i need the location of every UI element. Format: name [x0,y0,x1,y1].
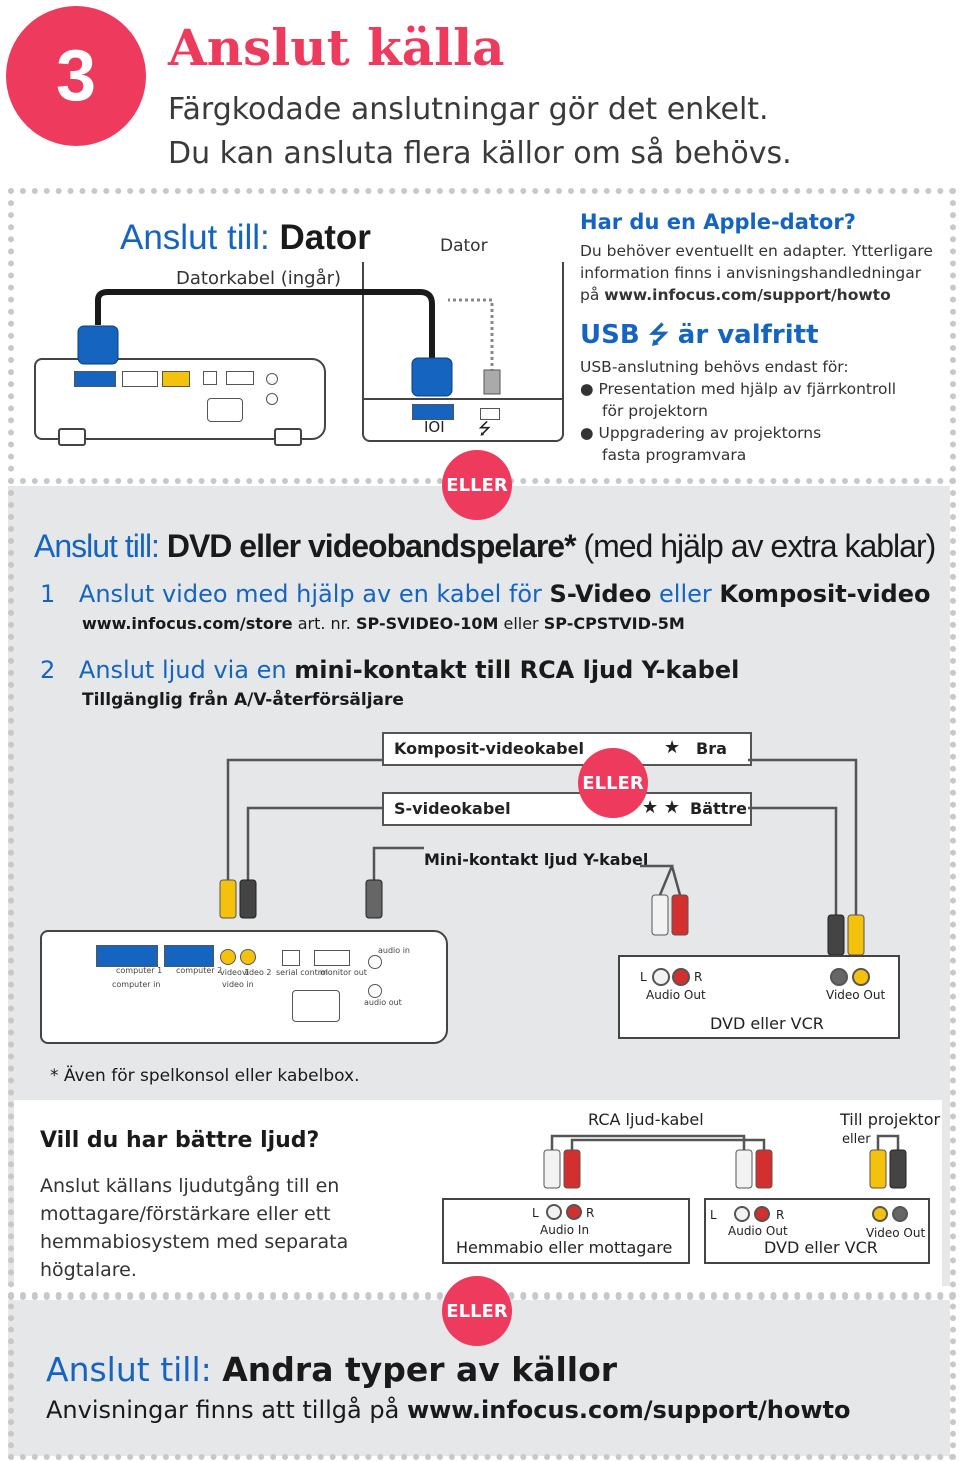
step-1-partnumbers: www.infocus.com/store art. nr. SP-SVIDEO-10M eller SP-CPSTVID-5M [82,614,685,633]
apple-url-link[interactable]: www.infocus.com/support/howto [604,286,891,304]
step-1-number: 1 [40,580,56,608]
to-projector-svideo-plug [890,1150,906,1188]
step-1-eller: eller [659,580,712,608]
vga-symbol-icon: IOI [424,418,445,436]
dvd-audio-out-label: Audio Out [646,988,706,1002]
dvd-device-label: DVD eller VCR [710,1014,824,1033]
computer-1-label: computer 1 [116,966,163,975]
subtitle-line-2: Du kan ansluta flera källor om så behövs. [168,136,792,171]
step-1-text: Anslut video med hjälp av en kabel för [78,580,542,608]
step-2-cable: mini-kontakt till RCA ljud Y-kabel [294,656,740,684]
dvd-R-label: R [694,970,703,984]
komposit-cable-label: Komposit-videokabel [394,739,584,758]
receiver-L: L [532,1206,539,1220]
dvd-heading-suffix: (med hjälp av extra kablar) [583,528,936,564]
eller-badge-1: ELLER [442,450,512,520]
step-1-svideo: S-Video [549,580,652,608]
usb-bullet-1: ● Presentation med hjälp av fjärrkontroll [580,380,897,398]
step-1-komposit: Komposit-video [719,580,931,608]
receiver-R: R [586,1206,595,1220]
usb-heading-prefix: USB [580,320,640,350]
dvd-L-label: L [640,970,647,984]
rca-cable-label: RCA ljud-kabel [588,1110,704,1129]
other-heading: Anslut till: Andra typer av källor [46,1350,618,1389]
receiver-audio-in-label: Audio In [540,1223,590,1237]
minijack-cable-label: Mini-kontakt ljud Y-kabel [424,850,649,869]
dvd2-R: R [776,1208,785,1222]
rca-white-plug-right [736,1150,752,1188]
computer-device-label: Dator [440,236,488,256]
bullet-icon: ● [580,424,594,442]
bullet-icon: ● [580,380,594,398]
dvd2-svideo-jack [892,1206,908,1222]
svideo-cable-label: S-videokabel [394,799,511,818]
star-icon: ★ ★ [642,797,680,818]
apple-text-1: Du behöver eventuellt en adapter. Ytterligare [580,242,933,260]
apple-text-3-prefix: på [580,286,600,304]
store-url-link[interactable]: www.infocus.com/store [82,614,293,633]
computer-cable-label: Datorkabel (ingår) [176,268,342,289]
to-projector-yellow-plug [870,1150,886,1188]
usb-bullet-2: ● Uppgradering av projektorns [580,424,822,442]
monitor-label: monitor out [320,968,367,977]
dvd2-white-jack [734,1206,750,1222]
computer-2-label: computer 2 [176,966,223,975]
video-in-label: video in [222,980,254,989]
svideo-rating: Bättre [690,799,748,818]
apple-heading: Har du en Apple-dator? [580,210,856,234]
to-projector-label: Till projektor [840,1110,941,1129]
howto-url-link[interactable]: www.infocus.com/support/howto [406,1396,851,1424]
video-2-label: video 2 [242,968,272,977]
apple-text-2: information finns i anvisningshandledningar [580,264,922,282]
dvd2-L: L [710,1208,717,1222]
eller-small-label: eller [842,1132,871,1147]
usb-icon: ⭍ [648,321,669,349]
computer-in-label: computer in [112,980,161,989]
eller-badge-2: ELLER [578,748,648,818]
step-2-subtext: Tillgänglig från A/V-återförsäljare [82,690,404,710]
rca-red-plug-left [564,1150,580,1188]
usb-symbol-icon: ⭍ [478,419,492,438]
page-title: Anslut källa [168,18,505,77]
step-2-number: 2 [40,656,56,684]
other-text: Anvisningar finns att tillgå på www.infocus.com/support/howto [46,1396,851,1424]
komposit-rating: Bra [696,739,727,758]
computer-heading-prefix: Anslut till: [120,218,270,257]
dvd2-yellow-jack [872,1206,888,1222]
subtitle-line-1: Färgkodade anslutningar gör det enkelt. [168,92,769,127]
dvd-video-out-label: Video Out [826,988,886,1002]
star-icon: ★ [664,737,681,758]
rca-cable [552,1136,764,1150]
rca-red-plug-right [756,1150,772,1188]
step-2: 2 Anslut ljud via en mini-kontakt till RCA ljud Y-kabel [40,656,740,684]
usb-intro: USB-anslutning behövs endast för: [580,358,849,376]
usb-bullet-1-cont: för projektorn [602,402,708,420]
rca-white-plug-left [544,1150,560,1188]
dvd2-label: DVD eller VCR [764,1238,878,1257]
audio-out-label: audio out [364,998,402,1007]
usb-heading-suffix: är valfritt [677,320,819,350]
video-1-label: video 1 [220,968,250,977]
serial-label: serial control [276,968,328,977]
computer-heading-bold: Dator [279,218,371,257]
usb-bullet-2-cont: fasta programvara [602,446,747,464]
eller-badge-3: ELLER [442,1276,512,1346]
receiver-label: Hemmabio eller mottagare [456,1238,673,1257]
dvd2-video-out-label: Video Out [866,1226,926,1240]
audio-text: Anslut källans ljudutgång till en mottagare/förstärkare eller ett hemmabiosystem med separata högtalare. [40,1175,349,1281]
dvd2-red-jack [754,1206,770,1222]
audio-heading: Vill du har bättre ljud? [40,1128,320,1153]
projector-cable [878,1136,898,1150]
dvd-heading-prefix: Anslut till: [34,528,159,564]
dvd-heading-bold: DVD eller videobandspelare* [166,528,576,564]
receiver-red-jack [566,1204,582,1220]
footnote: * Även för spelkonsol eller kabelbox. [50,1066,360,1086]
receiver-white-jack [546,1204,562,1220]
step-number-badge: 3 [6,6,146,146]
audio-in-label: audio in [378,946,411,955]
dvd2-audio-out-label: Audio Out [728,1224,788,1238]
